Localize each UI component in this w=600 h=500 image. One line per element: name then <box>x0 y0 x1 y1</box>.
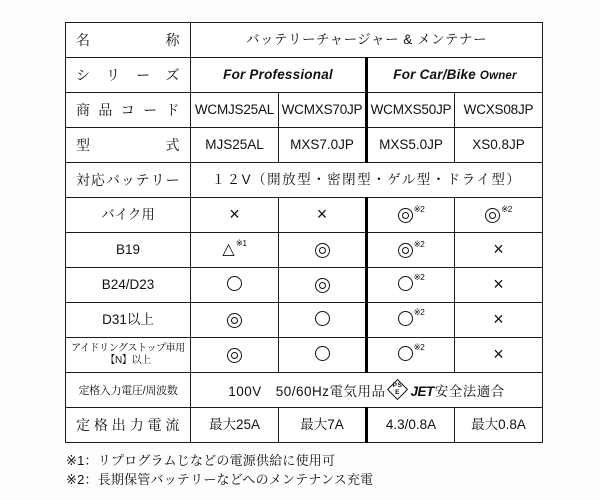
input-label: 定格入力電圧/周波数 <box>78 385 178 398</box>
series-owner-main: For Car/Bike <box>393 66 476 82</box>
input-value-post: 安全法適合 <box>434 383 505 399</box>
compat-symbol-cell <box>191 268 279 303</box>
cross-symbol: × <box>493 343 504 364</box>
compat-symbol-cell <box>455 303 543 338</box>
compat-symbol-cell <box>367 268 455 303</box>
compat-label: B19 <box>66 233 191 268</box>
compat-label-twoline <box>66 338 191 373</box>
compat-symbol-cell <box>455 268 543 303</box>
double-circle-symbol <box>315 278 330 293</box>
series-professional: For Professional <box>191 58 367 93</box>
model-value: MJS25AL <box>191 128 279 163</box>
row-battery-type <box>66 163 543 198</box>
double-circle-symbol <box>398 243 413 258</box>
compat-symbol-cell <box>279 198 367 233</box>
series-label: シリーズ <box>76 66 180 83</box>
compat-symbol-cell <box>455 233 543 268</box>
footnote-marker: ※2 <box>413 239 425 250</box>
double-circle-symbol <box>227 313 242 328</box>
code-value: WCMXS50JP <box>367 93 455 128</box>
series-owner <box>367 58 543 93</box>
name-label-cell <box>66 23 191 58</box>
compat-symbol-cell <box>455 198 543 233</box>
circle-symbol <box>227 276 242 291</box>
compat-symbol-cell <box>279 233 367 268</box>
compat-label: D31以上 <box>66 303 191 338</box>
code-value: WCMJS25AL <box>191 93 279 128</box>
footnote-2: ※2：長期保管バッテリーなどへのメンテナンス充電 <box>66 471 374 487</box>
input-value <box>191 373 543 408</box>
battery-label-cell <box>66 163 191 198</box>
code-label: 商品コード <box>76 101 180 118</box>
model-value: MXS7.0JP <box>279 128 367 163</box>
model-value: XS0.8JP <box>455 128 543 163</box>
output-label-cell <box>66 408 191 443</box>
spec-table <box>65 22 543 443</box>
compat-symbol-cell <box>367 303 455 338</box>
model-label: 型式 <box>76 136 180 153</box>
output-value: 4.3/0.8A <box>367 408 455 443</box>
footnote-marker: ※2 <box>413 204 425 215</box>
compat-symbol-cell <box>191 338 279 373</box>
cross-symbol: × <box>493 273 504 294</box>
footnote-marker: ※2 <box>413 306 425 317</box>
footnote-marker: ※2 <box>413 341 425 352</box>
row-compat-b19 <box>66 233 543 268</box>
code-value: WCMXS70JP <box>279 93 367 128</box>
footnotes <box>66 452 373 490</box>
pse-mark-top: PS <box>392 381 402 389</box>
compat-symbol-cell <box>191 233 279 268</box>
compat-label: B24/D23 <box>66 268 191 303</box>
double-circle-symbol <box>315 243 330 258</box>
input-label-cell <box>66 373 191 408</box>
model-value: MXS5.0JP <box>367 128 455 163</box>
footnote-marker: ※2 <box>413 271 425 282</box>
row-compat-idling-stop <box>66 338 543 373</box>
row-series <box>66 58 543 93</box>
circle-symbol <box>315 346 330 361</box>
idling-stop-label-line1: アイドリングストップ車用 <box>71 342 185 354</box>
code-value: WCXS08JP <box>455 93 543 128</box>
footnote-1: ※1：リプログラムじなどの電源供給に使用可 <box>66 453 336 468</box>
row-product-code <box>66 93 543 128</box>
compat-symbol-cell <box>455 338 543 373</box>
code-label-cell <box>66 93 191 128</box>
series-owner-sub: Owner <box>479 69 517 82</box>
pse-mark-bottom: E <box>394 388 400 396</box>
compat-symbol-cell <box>367 233 455 268</box>
compat-symbol-cell <box>279 268 367 303</box>
compat-symbol-cell <box>279 338 367 373</box>
circle-symbol <box>398 346 413 361</box>
footnote-marker: ※2 <box>501 204 512 215</box>
output-label: 定格出力電流 <box>76 416 180 433</box>
row-compat-b24d23 <box>66 268 543 303</box>
compat-label: バイク用 <box>66 198 191 233</box>
circle-symbol <box>398 311 413 326</box>
name-label: 名称 <box>76 31 180 48</box>
series-label-cell <box>66 58 191 93</box>
cross-symbol: × <box>493 238 504 259</box>
pse-diamond-mark <box>386 379 407 400</box>
name-value: バッテリーチャージャー & メンテナー <box>191 23 543 58</box>
compat-symbol-cell <box>367 198 455 233</box>
cross-symbol: × <box>316 203 328 224</box>
triangle-symbol: △ <box>222 238 235 258</box>
compat-symbol-cell <box>367 338 455 373</box>
row-compat-bike <box>66 198 543 233</box>
row-name <box>66 23 543 58</box>
footnote-marker: ※1 <box>235 238 247 249</box>
cross-symbol: × <box>493 308 504 329</box>
output-value: 最大25A <box>191 408 279 443</box>
row-rated-output <box>66 408 543 443</box>
row-rated-input <box>66 373 543 408</box>
row-compat-d31 <box>66 303 543 338</box>
output-value: 最大0.8A <box>455 408 543 443</box>
output-value: 最大7A <box>279 408 367 443</box>
double-circle-symbol <box>227 348 242 363</box>
compat-symbol-cell <box>279 303 367 338</box>
row-model <box>66 128 543 163</box>
cross-symbol: × <box>229 203 240 224</box>
compat-symbol-cell <box>191 198 279 233</box>
circle-symbol <box>315 311 330 326</box>
jet-logo: JET <box>410 383 434 399</box>
circle-symbol <box>398 276 413 291</box>
idling-stop-label-line2: 【N】以上 <box>105 355 151 366</box>
battery-label: 対応バッテリー <box>76 171 180 188</box>
compat-symbol-cell <box>191 303 279 338</box>
battery-value: １２V（開放型・密閉型・ゲル型・ドライ型） <box>191 163 543 198</box>
double-circle-symbol <box>398 208 413 223</box>
model-label-cell <box>66 128 191 163</box>
double-circle-symbol <box>485 208 500 223</box>
input-value-pre: 100V 50/60Hz電気用品 <box>228 383 386 399</box>
